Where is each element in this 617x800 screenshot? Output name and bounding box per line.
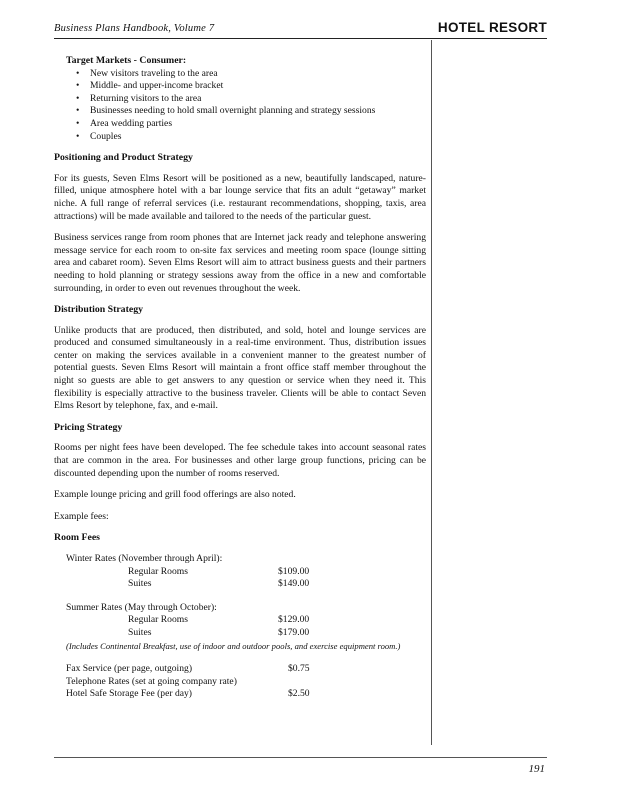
rates-note: (Includes Continental Breakfast, use of indoor and outdoor pools, and exercise equipment room.) xyxy=(66,640,401,651)
fee-row xyxy=(66,614,426,627)
pricing-paragraph-2: Example lounge pricing and grill food offerings are also noted. xyxy=(54,489,296,501)
service-row xyxy=(66,663,426,676)
positioning-paragraph-1: For its guests, Seven Elms Resort will be positioned as a new, beautifully landscaped, nature-filled, unique atmosphere hotel with a bar lounge service that fits an adult “getaway” market niche. A full range of referral services (i.e. restaurant recommendations, shopping, taxis, area attractions) will be made available and tailored to the needs of the particular guest. xyxy=(54,172,426,222)
margin-rule xyxy=(431,40,432,745)
fee-name: Suites xyxy=(128,626,152,638)
positioning-heading: Positioning and Product Strategy xyxy=(54,152,193,164)
list-item: • Area wedding parties xyxy=(90,118,426,131)
service-price: $0.75 xyxy=(288,663,310,675)
target-markets-list xyxy=(54,68,426,144)
summer-rates-label: Summer Rates (May through October): xyxy=(66,601,217,613)
fee-price: $109.00 xyxy=(278,565,310,577)
positioning-paragraph-2: Business services range from room phones that are Internet jack ready and telephone answering message service for each room to on-site fax services and meeting room space (lounge sitting area and cabaret room). Seven Elms Resort will aim to attract business guests and their partners needing to hold planning or strategy sessions away from the office in a new and comfortable surrounding, in order to even out revenues throughout the week. xyxy=(54,232,426,294)
section-title: HOTEL RESORT xyxy=(437,20,547,35)
page-header xyxy=(54,20,547,38)
fee-price: $149.00 xyxy=(278,578,310,590)
fee-row xyxy=(66,627,426,640)
fee-name: Regular Rooms xyxy=(128,614,188,626)
room-fees-table xyxy=(66,553,426,701)
service-row xyxy=(66,676,426,689)
distribution-heading: Distribution Strategy xyxy=(54,304,143,316)
fee-price: $129.00 xyxy=(278,614,310,626)
list-item: • New visitors traveling to the area xyxy=(90,68,426,81)
list-item: • Couples xyxy=(90,131,426,144)
pricing-paragraph-1: Rooms per night fees have been developed. The fee schedule takes into account seasonal rates that are common in the area. For businesses and other large group functions, pricing can be discounted depending upon the number of rooms reserved. xyxy=(54,442,426,479)
pricing-heading: Pricing Strategy xyxy=(54,421,123,433)
room-fees-heading: Room Fees xyxy=(54,532,100,544)
fee-row xyxy=(66,578,426,591)
service-name: Fax Service (per page, outgoing) xyxy=(66,663,193,675)
fee-name: Suites xyxy=(128,578,152,590)
service-price: $2.50 xyxy=(288,688,310,700)
service-name: Hotel Safe Storage Fee (per day) xyxy=(66,688,193,700)
footer-rule xyxy=(54,757,547,758)
running-title: Business Plans Handbook, Volume 7 xyxy=(54,23,215,34)
distribution-paragraph: Unlike products that are produced, then distributed, and sold, hotel and lounge services are produced and consumed simultaneously in a real-time environment. Thus, distribution issues center on making the services available in a convenient manner to the greatest number of potential guests. Seven Elms Resort will maintain a front office staff member throughout the night so guests are able to get answers to any question or service when they need it. This flexibility is especially attractive to the business traveler. Clients will be able to contact Seven Elms Resort by telephone, fax, and e-mail. xyxy=(54,324,426,412)
winter-rates-label: Winter Rates (November through April): xyxy=(66,553,223,564)
list-item: • Returning visitors to the area xyxy=(90,93,426,106)
service-name: Telephone Rates (set at going company rate) xyxy=(66,675,237,687)
pricing-paragraph-3: Example fees: xyxy=(54,510,109,522)
service-row xyxy=(66,688,426,701)
list-item: • Middle- and upper-income bracket xyxy=(90,80,426,93)
fee-name: Regular Rooms xyxy=(128,565,188,577)
target-markets-title: Target Markets - Consumer: xyxy=(66,55,187,66)
list-item: • Businesses needing to hold small overnight planning and strategy sessions xyxy=(90,105,426,118)
fee-price: $179.00 xyxy=(278,626,310,638)
fee-row xyxy=(66,566,426,579)
page-body xyxy=(54,55,426,701)
page-number: 191 xyxy=(528,763,545,775)
header-rule xyxy=(54,38,547,39)
